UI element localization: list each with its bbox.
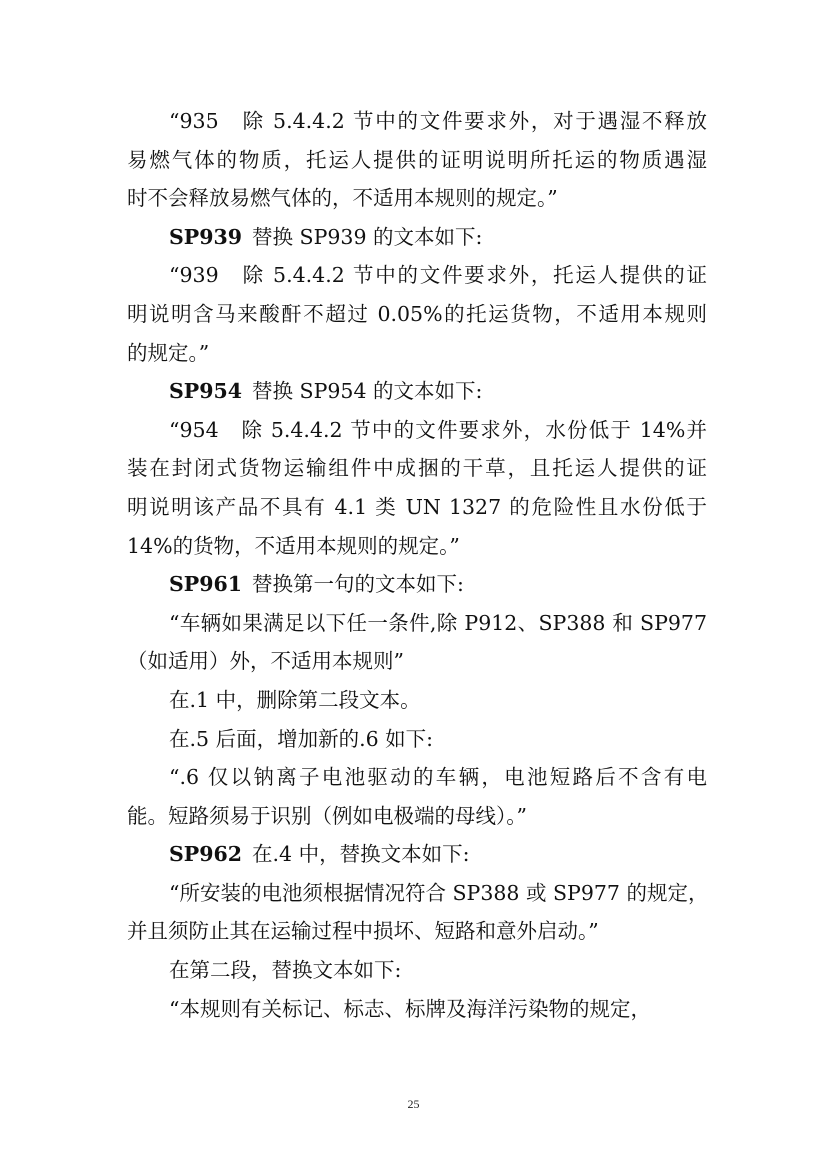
text-line: （如适用）外，不适用本规则” [127,649,404,674]
text-line: 装在封闭式货物运输组件中成捆的干草，且托运人提供的证 [127,456,707,481]
sp-heading-line [127,372,707,411]
sp-instruction: 在.4 中，替换文本如下: [252,842,470,867]
sp-code: SP939 [169,224,243,249]
sp-code: SP954 [169,379,243,404]
text-line: 在第二段，替换文本如下: [169,958,402,983]
text-line: “所安装的电池须根据情况符合 SP388 或 SP977 的规定， [169,880,709,905]
sp-instruction: 替换 SP939 的文本如下: [252,224,483,249]
page-number: 25 [407,1097,420,1111]
text-line: “车辆如果满足以下任一条件,除 P912、SP388 和 SP977 [169,610,707,635]
text-line: “本规则有关标记、标志、标牌及海洋污染物的规定， [169,996,651,1021]
text-line: “954 除 5.4.4.2 节中的文件要求外，水份低于 14%并 [169,417,707,442]
text-line: 明说明该产品不具有 4.1 类 UN 1327 的危险性且水份低于 [127,494,707,519]
text-line: 在.1 中，删除第二段文本。 [169,687,421,712]
text-line: “935 除 5.4.4.2 节中的文件要求外，对于遇湿不释放 [169,109,707,133]
sp-heading-line [127,835,707,874]
sp-heading-line [127,565,707,604]
body-text [127,102,707,1028]
text-line: 时不会释放易燃气体的，不适用本规则的规定。” [127,186,558,211]
sp-code: SP962 [169,842,243,867]
text-line: 在.5 后面，增加新的.6 如下: [169,726,434,751]
sp-instruction: 替换第一句的文本如下: [252,572,464,597]
text-line: “.6 仅以钠离子电池驱动的车辆，电池短路后不含有电 [169,765,707,790]
text-line: 能。短路须易于识别（例如电极端的母线）。” [127,803,527,828]
text-line: 并且须防止其在运输过程中损坏、短路和意外启动。” [127,919,599,944]
sp-instruction: 替换 SP954 的文本如下: [252,379,483,404]
text-line: 明说明含马来酸酐不超过 0.05%的托运货物，不适用本规则 [127,301,707,326]
text-line: 的规定。” [127,340,210,365]
text-line: 易燃气体的物质，托运人提供的证明说明所托运的物质遇湿 [127,147,707,172]
text-line: “939 除 5.4.4.2 节中的文件要求外，托运人提供的证 [169,263,707,288]
text-line: 14%的货物，不适用本规则的规定。” [127,533,460,558]
sp-heading-line [127,218,707,257]
sp-code: SP961 [169,572,243,597]
